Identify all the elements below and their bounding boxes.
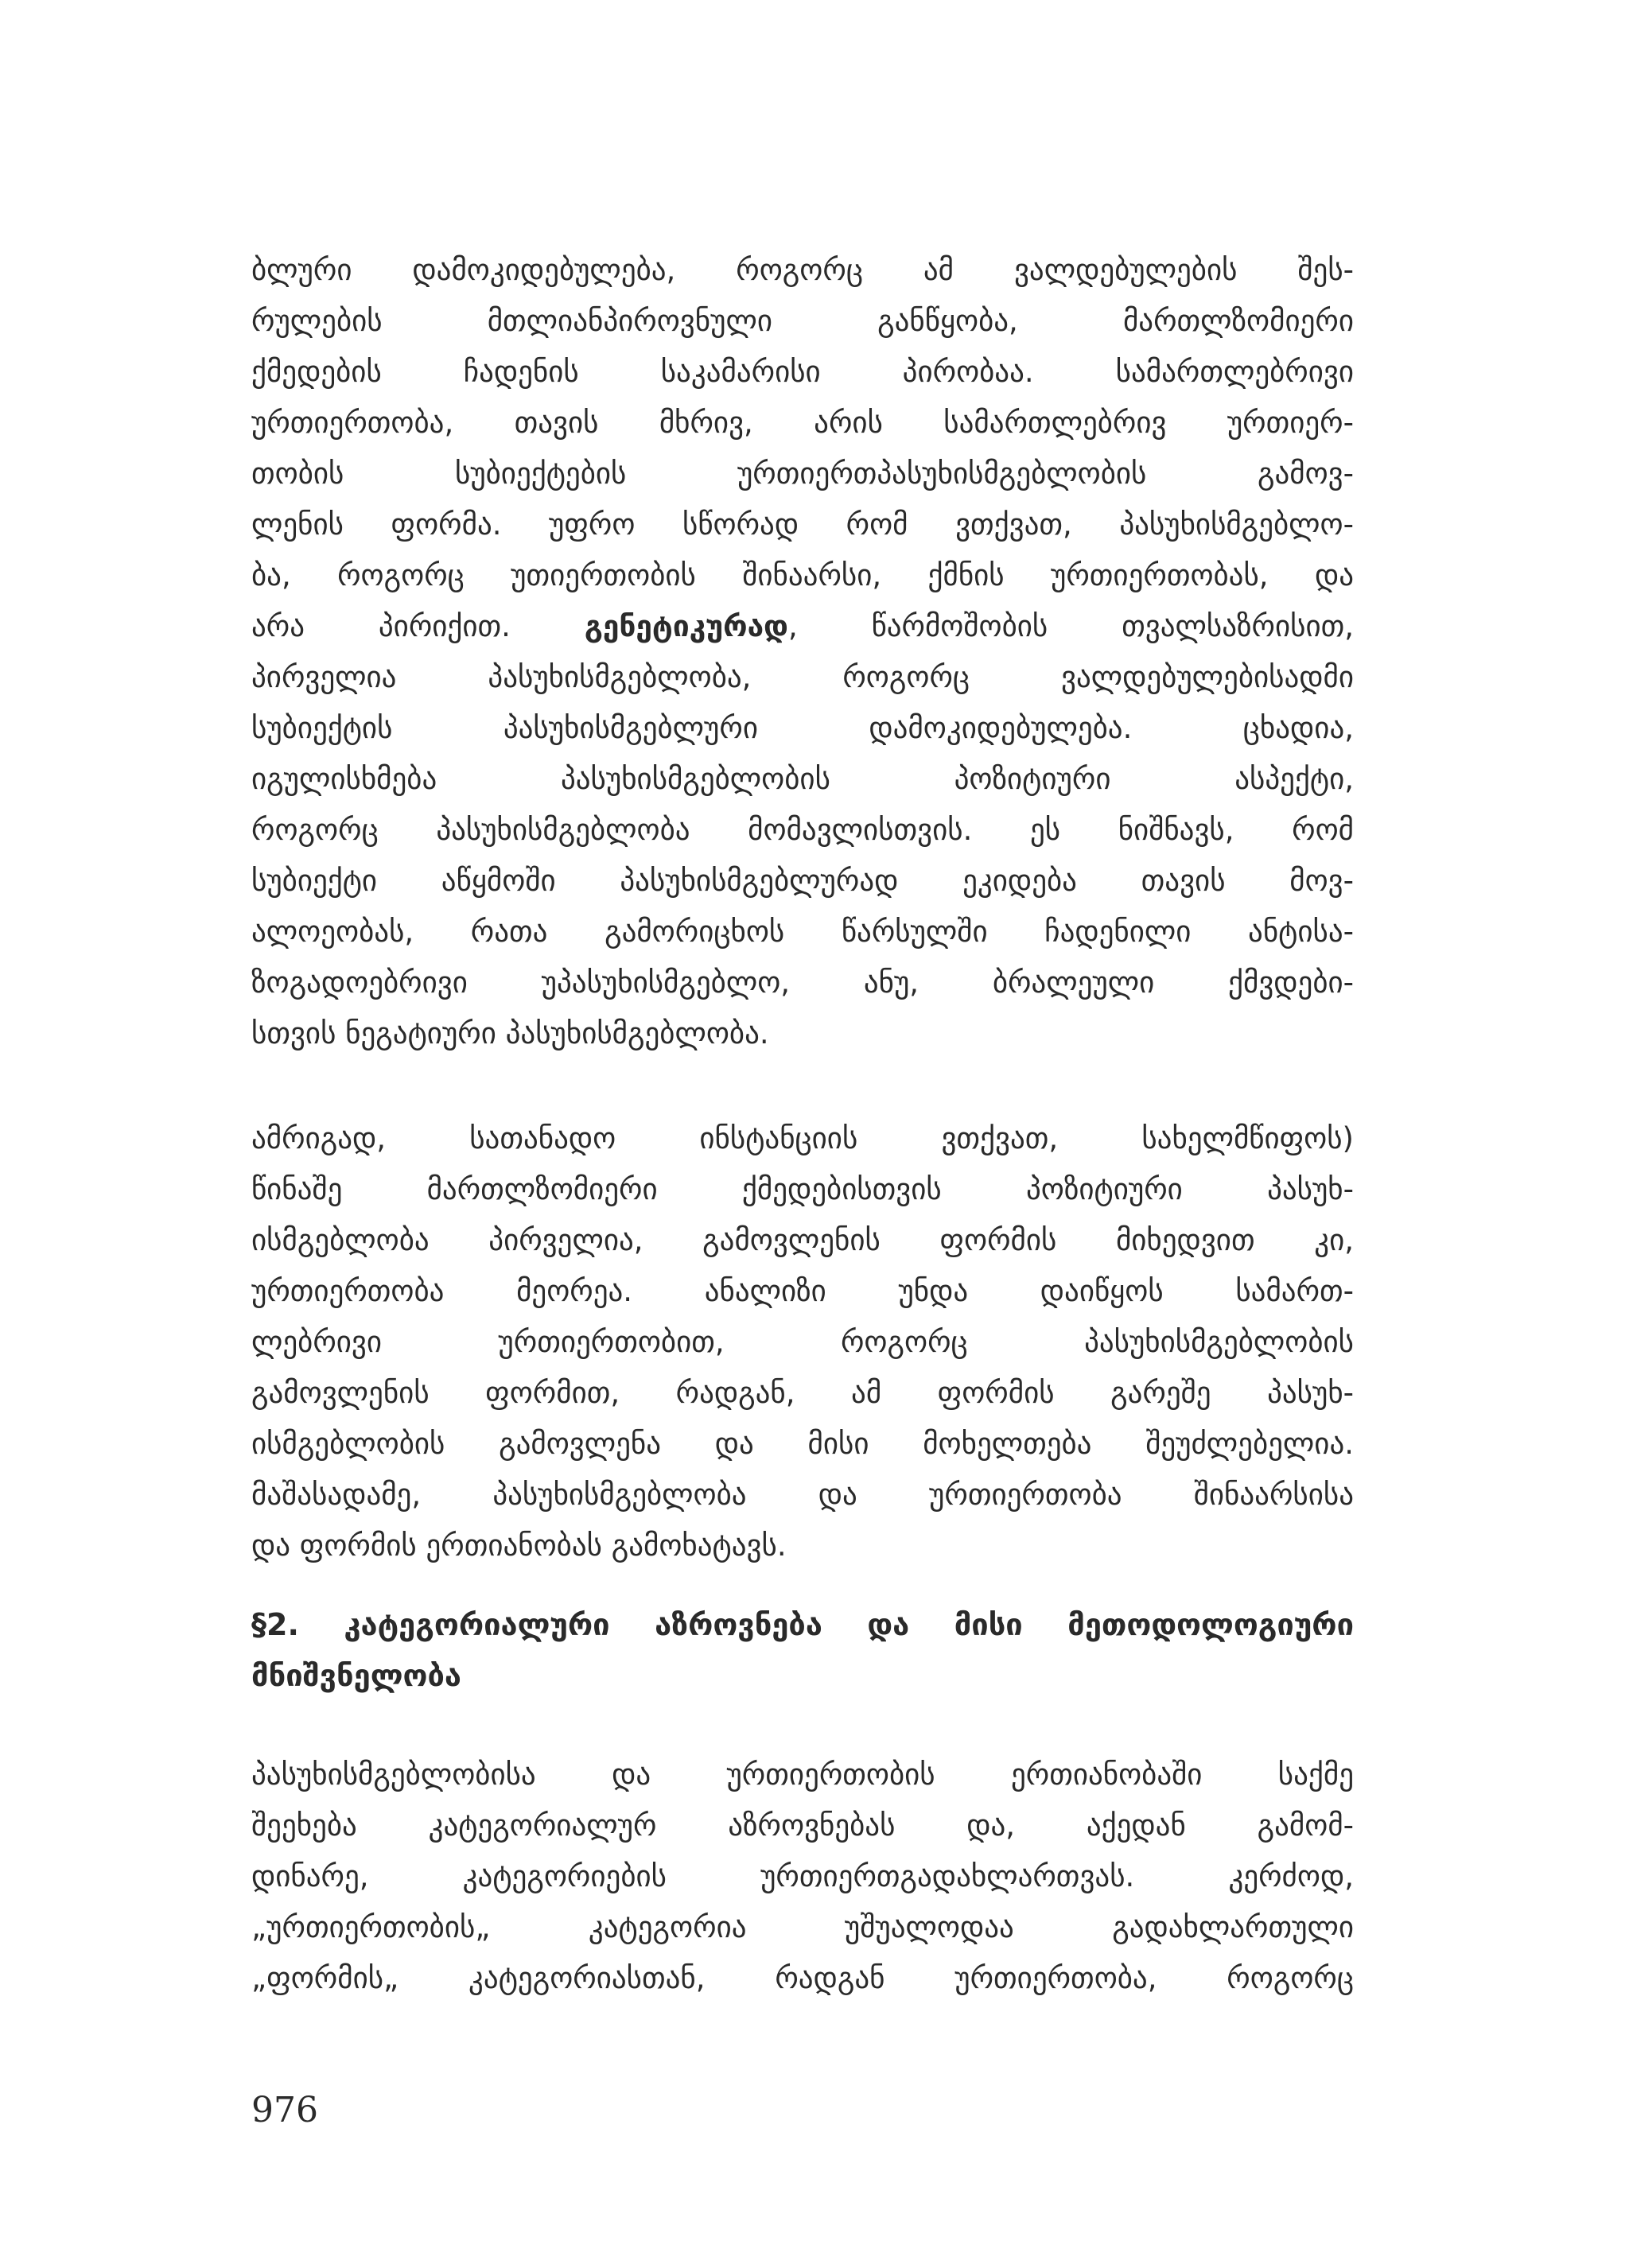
text-line: §2. კატეგორიალური აზროვნება და მისი მეთოდოლოგიური [251, 1607, 1354, 1642]
text-line: „ფორმის„ კატეგორიასთან, რადგან ურთიერთობა, როგორც [251, 1961, 1354, 1995]
text-line: ლენის ფორმა. უფრო სწორად რომ ვთქვათ, პასუხისმგებლო- [251, 507, 1354, 542]
text-line: რულების მთლიანპიროვნული განწყობა, მართლზომიერი [251, 304, 1354, 338]
text-line: დინარე, კატეგორიების ურთიერთგადახლართვას. კერძოდ, [251, 1859, 1354, 1893]
text-line: წინაშე მართლზომიერი ქმედებისთვის პოზიტიური პასუხ- [251, 1172, 1354, 1206]
text-line: გამოვლენის ფორმით, რადგან, ამ ფორმის გარეშე პასუხ- [251, 1376, 1354, 1410]
text-line: როგორც პასუხისმგებლობა მომავლისთვის. ეს ნიშნავს, რომ [251, 813, 1354, 847]
text-line: სუბიექტი აწყმოში პასუხისმგებლურად ეკიდება თავის მოვ- [251, 864, 1354, 898]
paragraph-categorical-thinking [251, 1750, 1354, 2004]
emphasis-term: გენეტიკურად [584, 609, 788, 643]
text-line: ბა, როგორც უთიერთობის შინაარსი, ქმნის ურთიერთობას, და [251, 558, 1354, 592]
section-heading [251, 1599, 1354, 1701]
text-line: ლებრივი ურთიერთობით, როგორც პასუხისმგებლობის [251, 1325, 1354, 1359]
text-line: მაშასადამე, პასუხისმგებლობა და ურთიერთობა შინაარსისა [251, 1478, 1354, 1512]
text-line [251, 601, 1354, 652]
paragraph-thus-responsibility-primary [251, 1113, 1354, 1571]
text-line: იგულისხმება პასუხისმგებლობის პოზიტიური ასპექტი, [251, 762, 1354, 796]
text-line: სთვის ნეგატიური პასუხისმგებლობა. [251, 1016, 769, 1051]
text-line: შეეხება კატეგორიალურ აზროვნებას და, აქედან გამომ- [251, 1808, 1354, 1843]
text-line: პირველია პასუხისმგებლობა, როგორც ვალდებულებისადმი [251, 660, 1354, 694]
text-run: , წარმოშობის თვალსაზრისით, [787, 609, 1354, 643]
text-line: ურთიერთობა მეორეა. ანალიზი უნდა დაიწყოს სამართ- [251, 1274, 1354, 1308]
page-number: 976 [251, 2090, 318, 2130]
text-line: ალოეობას, რათა გამორიცხოს წარსულში ჩადენილი ანტისა- [251, 915, 1354, 949]
text-line: ისმგებლობა პირველია, გამოვლენის ფორმის მიხედვით კი, [251, 1223, 1354, 1257]
text-line: ზოგადოებრივი უპასუხისმგებლო, ანუ, ბრალეული ქმვდები- [251, 965, 1354, 1000]
text-line: „ურთიერთობის„ კატეგორია უშუალოდაა გადახლართული [251, 1910, 1354, 1944]
text-line: ქმედების ჩადენის საკამარისი პირობაა. სამართლებრივი [251, 355, 1354, 389]
text-line: თობის სუბიექტების ურთიერთპასუხისმგებლობის გამოვ- [251, 456, 1354, 491]
text-line: ბლური დამოკიდებულება, როგორც ამ ვალდებულების შეს- [251, 253, 1354, 287]
text-line: ურთიერთობა, თავის მხრივ, არის სამართლებრივ ურთიერ- [251, 406, 1354, 440]
text-line: ამრიგად, სათანადო ინსტანციის ვთქვათ, სახელმწიფოს) [251, 1121, 1354, 1155]
text-line: სუბიექტის პასუხისმგებლური დამოკიდებულება. ცხადია, [251, 711, 1354, 745]
text-line: პასუხისმგებლობისა და ურთიერთობის ერთიანობაში საქმე [251, 1757, 1354, 1792]
text-line: ისმგებლობის გამოვლენა და მისი მოხელთება შეუძლებელია. [251, 1427, 1354, 1461]
text-line: და ფორმის ერთიანობას გამოხატავს. [251, 1528, 787, 1563]
text-run: არა პირიქით. [251, 609, 585, 643]
paragraph-responsibility-relationship [251, 245, 1354, 1059]
text-line: მნიშვნელობა [251, 1658, 461, 1693]
